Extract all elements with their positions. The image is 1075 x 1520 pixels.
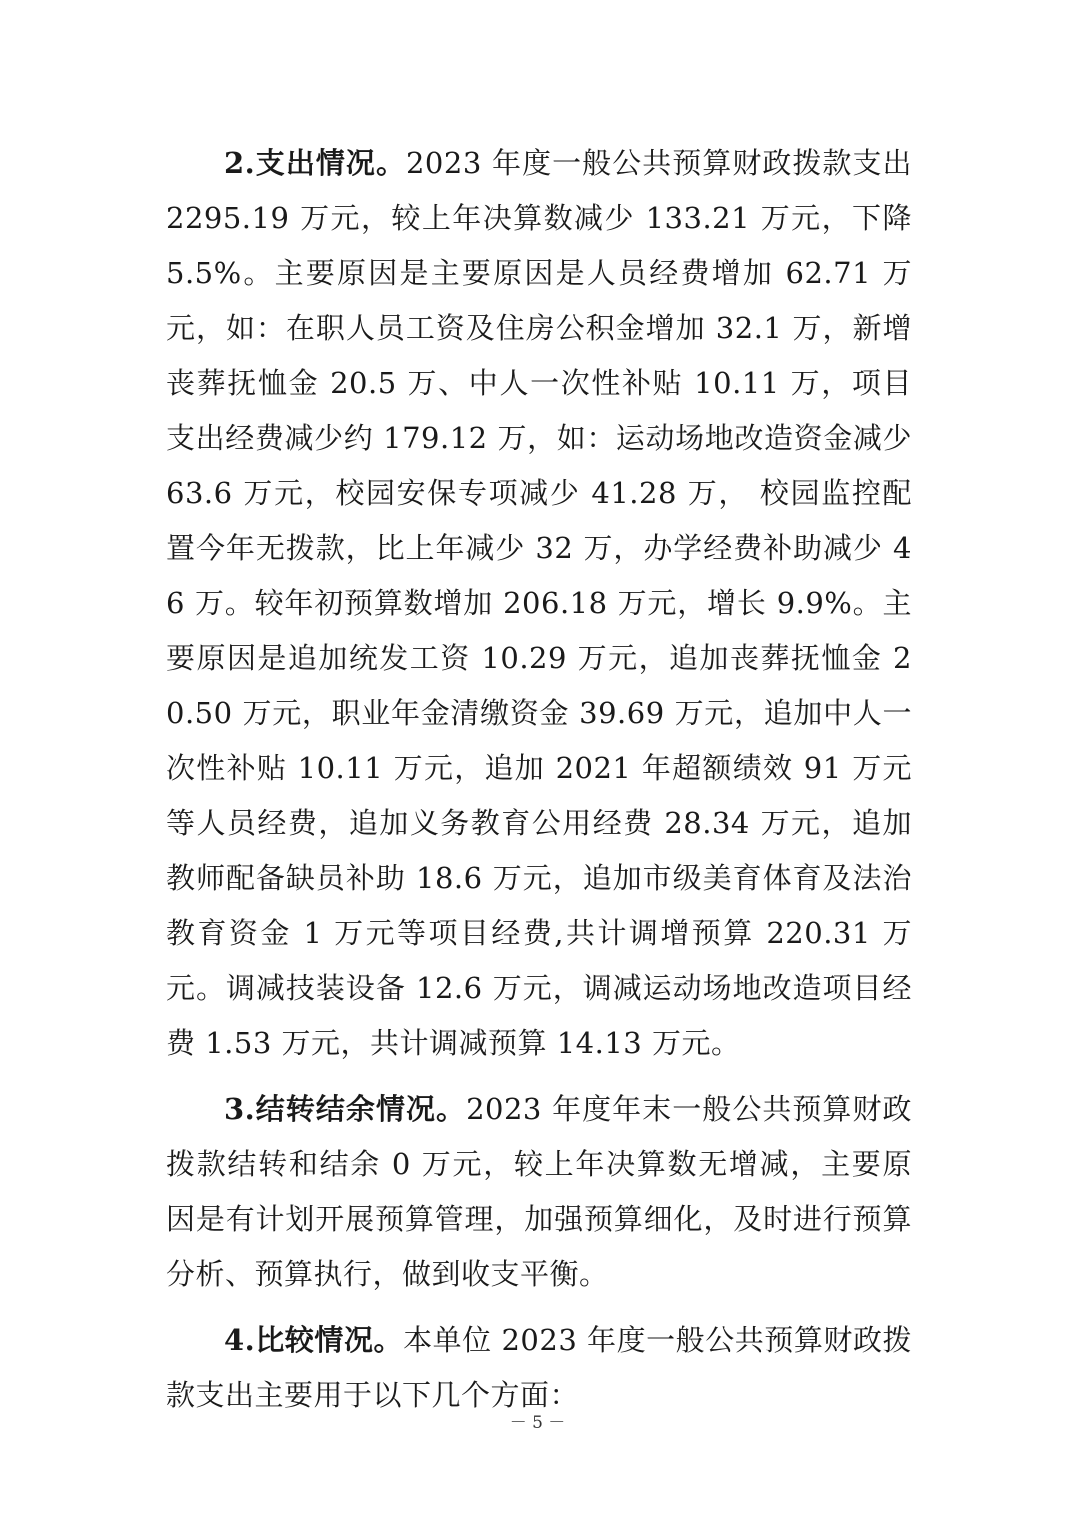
paragraph-heading: 2.支出情况。 <box>224 146 406 180</box>
paragraph-text: 2023 年度一般公共预算财政拨款支出 2295.19 万元，较上年决算数减少 133.21 万元，下降 5.5%。主要原因是主要原因是人员经费增加 62.71 万元，如：在职人员工资及住房公积金增加 32.1 万，新增丧葬抚恤金 20.5 万、中人一次性补贴 10.11 万，项目支出经费减少约 179.12 万，如：运动场地改造资金减少 63.6 万元，校园安保专项减少 41.28 万， 校园监控配置今年无拨款，比上年减少 32 万，办学经费补助减少 46 万。较年初预算数增加 206.18 万元，增长 9.9%。主要原因是追加统发工资 10.29 万元，追加丧葬抚恤金 20.50 万元，职业年金清缴资金 39.69 万元，追加中人一次性补贴 10.11 万元，追加 2021 年超额绩效 91 万元等人员经费，追加义务教育公用经费 28.34 万元，追加教师配备缺员补助 18.6 万元，追加市级美育体育及法治教育资金 1 万元等项目经费,共计调增预算 220.31 万元。调减技装设备 12.6 万元，调减运动场地改造项目经费 1.53 万元，共计调减预算 14.13 万元。 <box>166 146 912 1060</box>
paragraph-text: 本单位 2023 年度一般公共预算财政拨款支出主要用于以下几个方面： <box>166 1323 912 1412</box>
paragraph-carryover <box>166 1082 912 1302</box>
paragraph-expenditure <box>166 136 912 1071</box>
paragraph-heading: 4.比较情况。 <box>224 1323 404 1357</box>
paragraph-heading: 3.结转结余情况。 <box>224 1092 467 1126</box>
paragraph-comparison <box>166 1313 912 1423</box>
paragraph-text: 2023 年度年末一般公共预算财政拨款结转和结余 0 万元，较上年决算数无增减，主要原因是有计划开展预算管理，加强预算细化，及时进行预算分析、预算执行，做到收支平衡。 <box>166 1092 912 1291</box>
document-body <box>166 136 912 1434</box>
page-number: － 5 － <box>509 1413 566 1433</box>
